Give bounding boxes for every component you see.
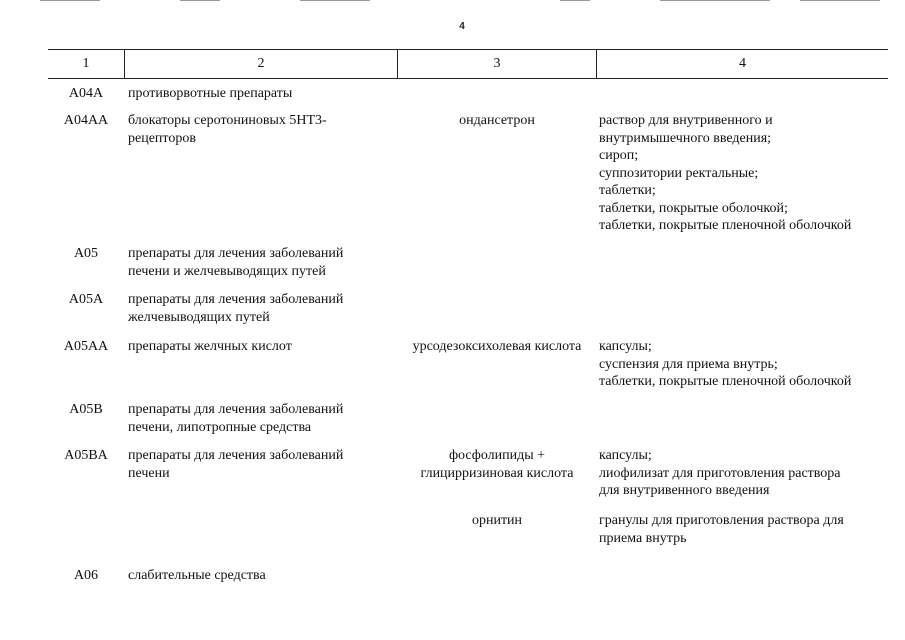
pharmacological-group-line: препараты для лечения заболеваний <box>128 402 344 417</box>
pharmacological-group-line: желчевыводящих путей <box>128 309 270 325</box>
pharmacological-group-line: препараты для лечения заболеваний <box>128 448 344 463</box>
pharmacological-group-line: препараты для лечения заболеваний <box>128 246 344 261</box>
scan-artifact <box>180 0 220 1</box>
atc-code: A05BA <box>64 448 108 463</box>
dosage-forms-line: капсулы; <box>599 448 652 463</box>
substance-name-line: орнитин <box>471 513 523 528</box>
dosage-forms-line: лиофилизат для приготовления раствора <box>599 465 841 481</box>
header-col-3: 3 <box>493 56 501 71</box>
scan-artifact <box>660 0 770 1</box>
dosage-forms-line: для внутривенного введения <box>599 483 770 498</box>
dosage-forms-line: таблетки, покрытые пленочной оболочкой <box>599 218 852 233</box>
drug-table <box>48 49 888 583</box>
pharmacological-group-line: печени и желчевыводящих путей <box>128 263 326 279</box>
dosage-forms <box>599 112 889 235</box>
page-number: 4 <box>459 21 465 32</box>
pharmacological-group <box>128 567 378 585</box>
header-col-2: 2 <box>257 56 265 71</box>
pharmacological-group <box>128 112 378 147</box>
scan-artifact <box>300 0 370 1</box>
pharmacological-group <box>128 401 378 436</box>
pharmacological-group <box>128 85 378 103</box>
dosage-forms-line: раствор для внутривенного и <box>599 113 773 128</box>
atc-code: A05 <box>73 246 99 261</box>
scan-artifact <box>560 0 590 1</box>
dosage-forms <box>599 512 889 547</box>
pharmacological-group-line: противорвотные препараты <box>128 86 293 101</box>
dosage-forms-line: гранулы для приготовления раствора для <box>599 513 844 528</box>
dosage-forms-line: таблетки, покрытые оболочкой; <box>599 200 788 216</box>
pharmacological-group <box>128 291 378 326</box>
scan-artifact <box>40 0 100 1</box>
pharmacological-group-line: рецепторов <box>128 130 196 146</box>
pharmacological-group-line: слабительные средства <box>128 568 266 583</box>
substance-name-line: фосфолипиды + <box>448 448 546 463</box>
pharmacological-group-line: препараты для лечения заболеваний <box>128 292 344 307</box>
dosage-forms-line: внутримышечного введения; <box>599 130 772 146</box>
pharmacological-group-line: препараты желчных кислот <box>128 339 292 354</box>
header-col-1: 1 <box>82 56 90 71</box>
substance-name <box>398 447 596 482</box>
atc-code: A05AA <box>63 339 109 354</box>
pharmacological-group <box>128 338 378 356</box>
atc-code: A04AA <box>63 113 109 128</box>
atc-code: A05A <box>68 292 104 307</box>
dosage-forms-line: таблетки, покрытые пленочной оболочкой <box>599 374 852 389</box>
pharmacological-group-line: блокаторы серотониновых 5HT3- <box>128 113 327 128</box>
pharmacological-group <box>128 245 378 280</box>
substance-name <box>398 338 596 356</box>
pharmacological-group <box>128 447 378 482</box>
dosage-forms-line: таблетки; <box>599 183 656 198</box>
substance-name <box>398 112 596 130</box>
dosage-forms-line: капсулы; <box>599 339 652 354</box>
pharmacological-group-line: печени, липотропные средства <box>128 419 312 435</box>
dosage-forms-line: суппозитории ректальные; <box>599 165 759 181</box>
header-col-4: 4 <box>739 56 746 71</box>
substance-name-line: глицирризиновая кислота <box>420 465 574 481</box>
dosage-forms-line: суспензия для приема внутрь; <box>599 356 778 372</box>
atc-code: A05B <box>69 402 103 417</box>
dosage-forms <box>599 338 889 391</box>
dosage-forms <box>599 447 889 500</box>
dosage-forms-line: приема внутрь <box>599 530 687 546</box>
atc-code: A06 <box>73 568 99 583</box>
dosage-forms-line: сироп; <box>599 148 639 163</box>
substance-name-line: ондансетрон <box>459 113 535 128</box>
table-header <box>48 49 888 79</box>
scan-artifact <box>800 0 880 1</box>
substance-name <box>398 512 596 530</box>
atc-code: A04A <box>68 86 104 101</box>
substance-name-line: урсодезоксихолевая кислота <box>412 339 582 354</box>
pharmacological-group-line: печени <box>128 465 170 481</box>
